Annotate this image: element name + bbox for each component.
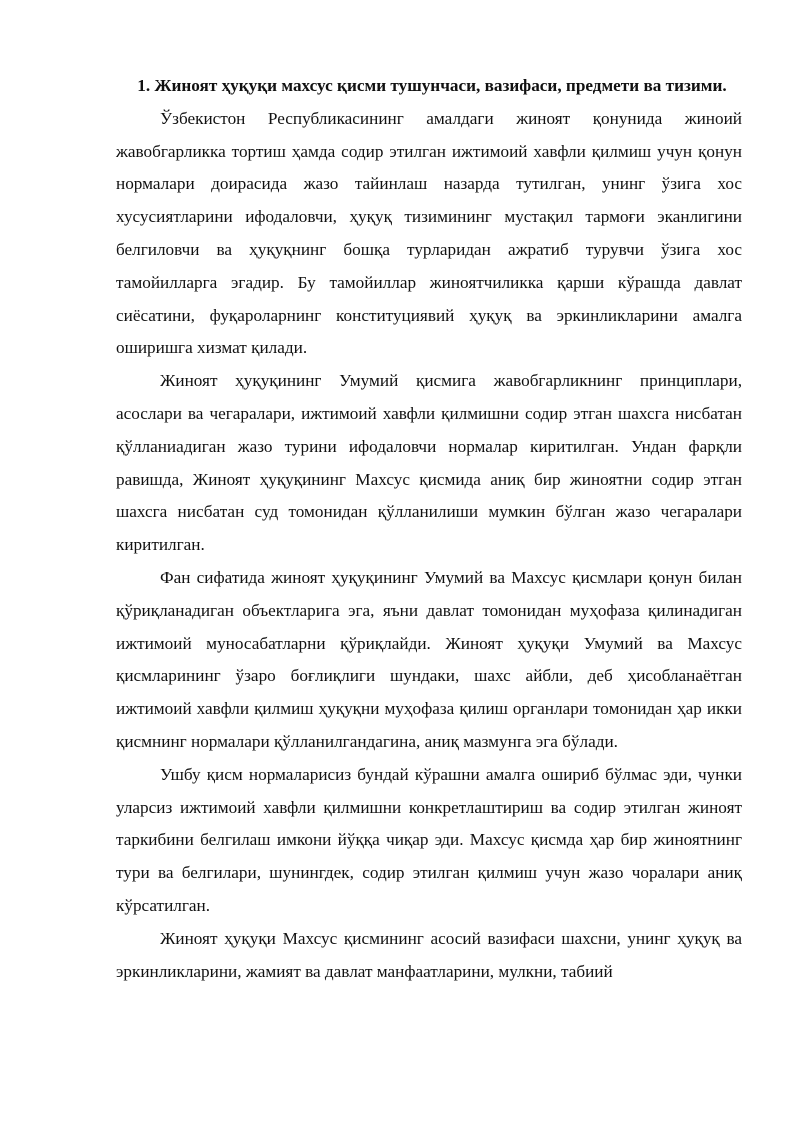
document-page xyxy=(116,70,742,988)
paragraph-4: Ушбу қисм нормаларисиз бундай кўрашни амалга ошириб бўлмас эди, чунки уларсиз ижтимоий хавфли қилмишни конкретлаштириш ва содир этилган жиноят таркибини белгилаш имкони йўққа чиқар эди. Махсус қисмда ҳар бир жиноятнинг тури ва белгилари, шунингдек, содир этилган қилмиш учун жазо чоралари аниқ кўрсатилган. xyxy=(116,764,742,915)
paragraph-2: Жиноят ҳуқуқининг Умумий қисмига жавобгарликнинг принциплари, асослари ва чегаралари, ижтимоий хавфли қилмишни содир этган шахсга нисбатан қўлланиадиган жазо турини ифодаловчи нормалар киритилган. Ундан фарқли равишда, Жиноят ҳуқуқининг Махсус қисмида аниқ бир жиноятни содир этган шахсга нисбатан суд томонидан қўлланилиши мумкин бўлган жазо чегаралари киритилган. xyxy=(116,371,742,555)
paragraph-5: Жиноят ҳуқуқи Махсус қисмининг асосий вазифаси шахсни, унинг ҳуқуқ ва эркинликларини, жамият ва давлат манфаатларини, мулкни, табиий xyxy=(116,928,742,981)
section-heading: 1. Жиноят ҳуқуқи махсус қисми тушунчаси, вазифаси, предмети ва тизими. xyxy=(137,76,727,95)
paragraph-1: Ўзбекистон Республикасининг амалдаги жиноят қонунида жиноий жавобгарликка тортиш ҳамда содир этилган ижтимоий хавфли қилмиш учун қонун нормалари доирасида жазо тайинлаш назарда тутилган, унинг ўзига хос хусусиятларини ифодаловчи, ҳуқуқ тизимининг мустақил тармоғи эканлигини белгиловчи ва ҳуқуқнинг бошқа турларидан ажратиб турувчи ўзига хос тамойилларга эгадир. Бу тамойиллар жиноятчиликка қарши кўрашда давлат сиёсатини, фуқароларнинг конституциявий ҳуқуқ ва эркинликларини амалга оширишга хизмат қилади. xyxy=(116,108,742,358)
paragraph-3: Фан сифатида жиноят ҳуқуқининг Умумий ва Махсус қисмлари қонун билан қўриқланадиган объектларига эга, яъни давлат томонидан муҳофаза қилинадиган ижтимоий муносабатларни қўриқлайди. Жиноят ҳуқуқи Умумий ва Махсус қисмларининг ўзаро боғлиқлиги шундаки, шахс айбли, деб ҳисобланаётган ижтимоий хавфли қилмиш ҳуқуқни муҳофаза қилиш органлари томонидан ҳар икки қисмнинг нормалари қўлланилгандагина, аниқ мазмунга эга бўлади. xyxy=(116,567,742,751)
